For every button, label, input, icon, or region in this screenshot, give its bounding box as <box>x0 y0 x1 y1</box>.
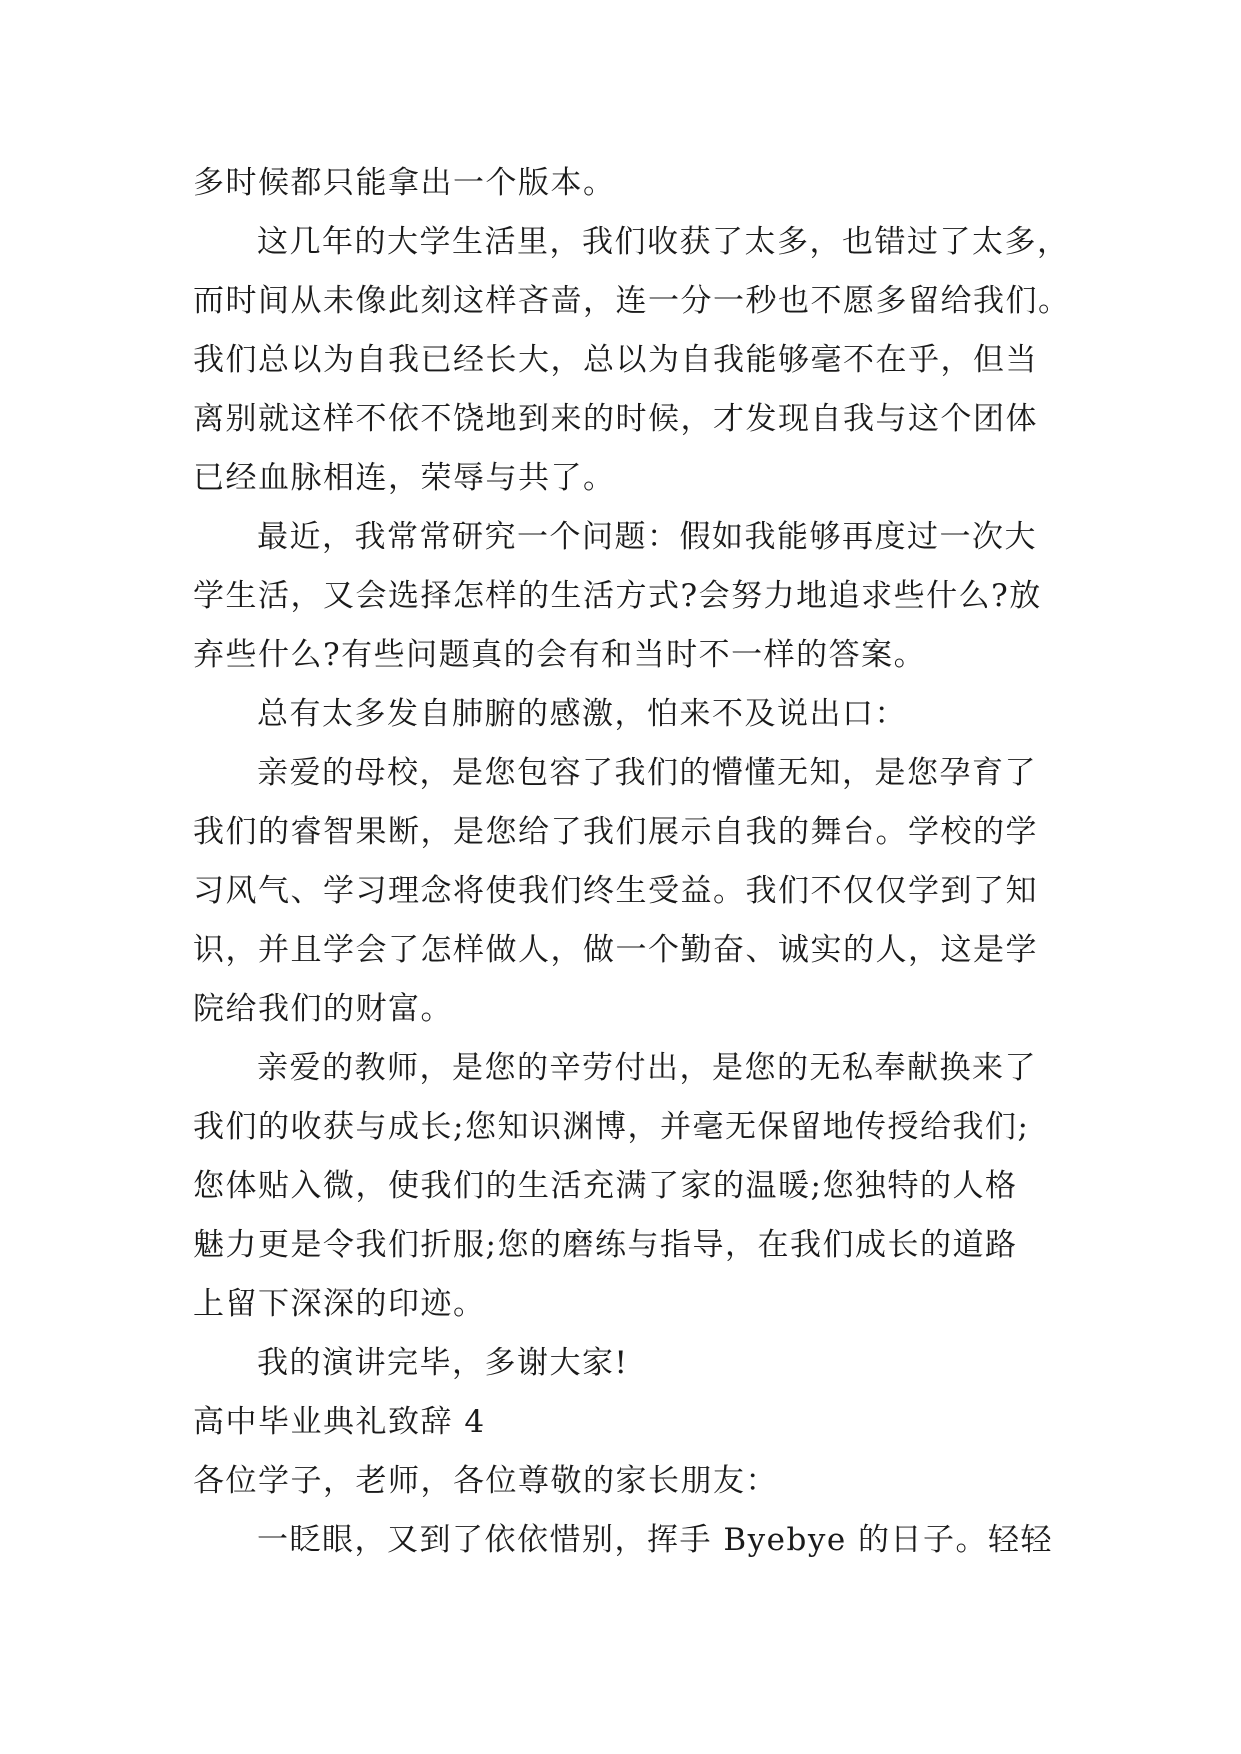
text-line: 学生活，又会选择怎样的生活方式?会努力地追求些什么?放 <box>193 578 1042 614</box>
text-line: 离别就这样不依不饶地到来的时候，才发现自我与这个团体 <box>193 401 1038 437</box>
text-line: 而时间从未像此刻这样吝啬，连一分一秒也不愿多留给我们。 <box>193 283 1071 319</box>
text-line: 我们总以为自我已经长大，总以为自我能够毫不在乎，但当 <box>193 342 1038 378</box>
salutation: 各位学子，老师，各位尊敬的家长朋友： <box>193 1463 778 1499</box>
paragraph-start: 最近，我常常研究一个问题：假如我能够再度过一次大 <box>257 519 1037 555</box>
text-line: 魅力更是令我们折服;您的磨练与指导，在我们成长的道路 <box>193 1227 1018 1263</box>
text-line: 上留下深深的印迹。 <box>193 1286 486 1322</box>
text-line: 习风气、学习理念将使我们终生受益。我们不仅仅学到了知 <box>193 873 1038 909</box>
paragraph-start: 亲爱的母校，是您包容了我们的懵懂无知，是您孕育了 <box>257 755 1037 791</box>
text-line: 已经血脉相连，荣辱与共了。 <box>193 460 616 496</box>
section-heading: 高中毕业典礼致辞 4 <box>193 1404 486 1440</box>
text-line: 院给我们的财富。 <box>193 991 453 1027</box>
text-line: 识，并且学会了怎样做人，做一个勤奋、诚实的人，这是学 <box>193 932 1038 968</box>
text-line: 我们的睿智果断，是您给了我们展示自我的舞台。学校的学 <box>193 814 1038 850</box>
text-line: 弃些什么?有些问题真的会有和当时不一样的答案。 <box>193 637 927 673</box>
closing-line: 我的演讲完毕，多谢大家! <box>257 1345 629 1381</box>
paragraph-start: 一眨眼，又到了依依惜别，挥手 Byebye 的日子。轻轻 <box>257 1522 1054 1558</box>
paragraph-start: 这几年的大学生活里，我们收获了太多，也错过了太多， <box>257 224 1070 260</box>
text-line: 多时候都只能拿出一个版本。 <box>193 165 616 201</box>
text-line: 您体贴入微，使我们的生活充满了家的温暖;您独特的人格 <box>193 1168 1018 1204</box>
paragraph-start: 亲爱的教师，是您的辛劳付出，是您的无私奉献换来了 <box>257 1050 1037 1086</box>
paragraph-start: 总有太多发自肺腑的感激，怕来不及说出口： <box>257 696 907 732</box>
text-line: 我们的收获与成长;您知识渊博，并毫无保留地传授给我们; <box>193 1109 1030 1145</box>
